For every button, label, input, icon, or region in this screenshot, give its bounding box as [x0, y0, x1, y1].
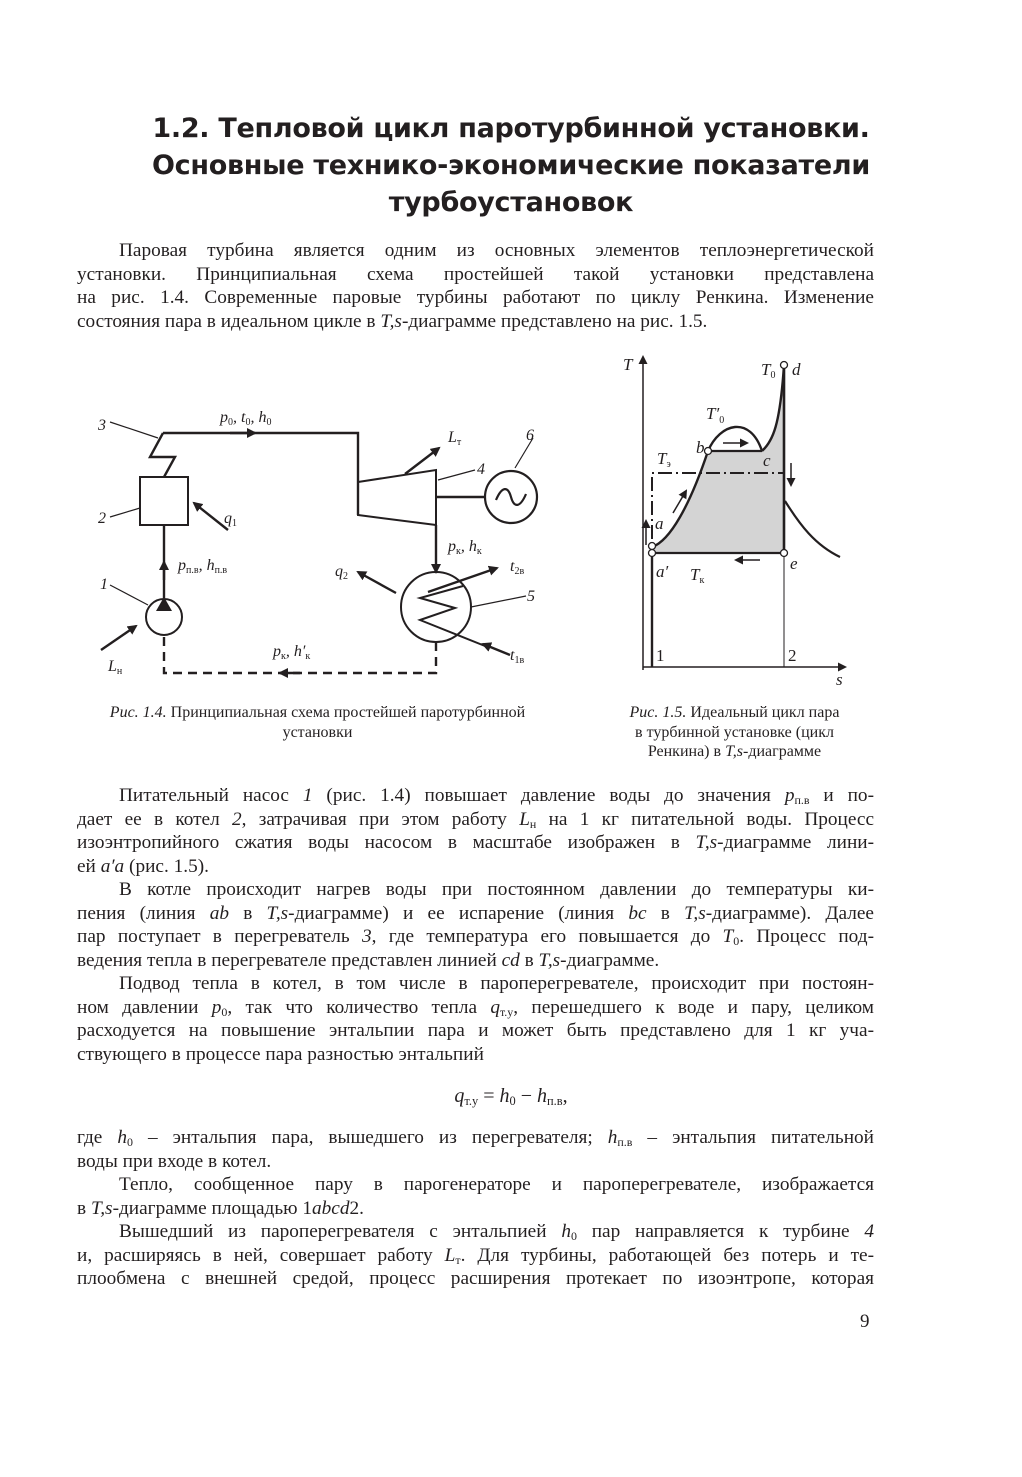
point-a-prime	[649, 550, 656, 557]
label-4: 4	[477, 461, 485, 478]
intro-paragraph	[77, 239, 874, 333]
paragraph-where: где $h_0$ – энтальпия пара, вышедшего из перегревателя; $h_{п.в}$ – энтальпия питательной воды при входе в котел.	[77, 1127, 875, 1172]
heading-line-1: 1.2. Тепловой цикл паротурбинной установки.	[152, 113, 870, 144]
paragraph-boiler: В котле происходит нагрев воды при постоянном давлении до температуры ки- пения (линия ab в T,s-диаграмме) и ее испарение (линия bc в T,s-диаграмме). Далее пар поступает в перегреватель 3, где температура его повышается до $T_0$. Процесс под- ведения тепла в перегревателе представлен линией cd в T,s-диаграмме.	[77, 879, 874, 971]
leader-5	[471, 596, 526, 607]
label-Te: Tэ	[657, 449, 671, 470]
label-s-axis: s	[836, 670, 843, 689]
condenser-circle	[401, 572, 471, 642]
leader-1	[110, 585, 148, 605]
paragraph-heat-area: Тепло, сообщенное пару в парогенераторе и пароперегревателе, изображается в T,s-диаграмме площадью 1abcd2.	[77, 1174, 874, 1219]
label-a: a	[655, 514, 664, 533]
leader-4	[438, 470, 475, 480]
figure-1-5-caption: Рис. 1.5. Идеальный цикл пара в турбинной установке (цикл Ренкина) в T,s-диаграмме	[629, 704, 840, 760]
heat-rejection-arrow-icon	[358, 572, 396, 593]
intro-line: состояния пара в идеальном цикле в T,s-диаграмме представлено на рис. 1.5.	[77, 310, 708, 332]
label-p-pv-h-pv: pп.в, hп.в	[178, 557, 228, 576]
page-number: 9	[860, 1311, 870, 1332]
figure-1-4-schematic	[90, 390, 550, 690]
heading-line-3: турбоустановок	[388, 187, 634, 218]
label-Ln: Lн	[108, 658, 123, 677]
point-e	[781, 550, 788, 557]
condenser-coil	[420, 586, 490, 648]
point-b	[705, 448, 712, 455]
label-d: d	[792, 360, 801, 379]
leader-3	[110, 422, 158, 438]
pump-work-arrow-icon	[101, 626, 136, 650]
label-T0: T0	[761, 360, 776, 381]
saturation-dome	[708, 427, 762, 451]
label-T-axis: T	[623, 355, 633, 374]
label-Tk: Tк	[690, 565, 705, 586]
superheater-coil	[150, 433, 175, 477]
boiler-box	[140, 477, 188, 525]
label-p0-t0-h0: p0, t0, h0	[220, 409, 272, 428]
label-pk-hk-prime: pк, h′к	[273, 643, 311, 662]
leader-2	[110, 508, 140, 517]
label-t1v: t1в	[510, 647, 525, 666]
figure-1-5-ts-diagram	[610, 345, 860, 690]
label-2: 2	[98, 510, 106, 527]
point-d	[781, 362, 788, 369]
label-t2v: t2в	[510, 558, 525, 577]
paragraph-heat-supply: Подвод тепла в котел, в том числе в пароперегревателе, происходит при постоян- ном давлении $p_0$, так что количество тепла $q_{т.у}$, перешедшего к воде и пару, целиком расходуется на повышение энтальпии пара и может быть представлено для 1 кг уча- ствующего в процессе пара разностью энтальпий	[77, 973, 874, 1065]
label-Lt: Lт	[448, 429, 462, 448]
paragraph-turbine: Вышедший из пароперегревателя с энтальпией $h_0$ пар направляется к турбине 4 и, расширяясь в ней, совершает работу $L_т$. Для турбины, работающей без потерь и те- плообмена с внешней средой, процесс расширения протекает по изоэнтропе, которая	[77, 1221, 874, 1290]
heat-input-arrow-icon	[194, 503, 228, 530]
vapor-saturation-curve	[785, 501, 840, 557]
label-q1: q1	[224, 510, 237, 529]
turbine-shape	[358, 470, 436, 525]
label-q2: q2	[335, 563, 348, 582]
ac-generator-icon	[496, 489, 526, 505]
intro-line: на рис. 1.4. Современные паровые турбины работают по циклу Ренкина. Изменение	[77, 287, 874, 309]
point-a	[649, 543, 656, 550]
label-1: 1	[100, 576, 108, 593]
section-heading	[0, 110, 1022, 221]
label-pk-hk: pк, hк	[448, 538, 482, 557]
label-2: 2	[788, 646, 797, 665]
equation-heat-supplied: $q_{т.у} = h_0 - h_{п.в}$,	[454, 1085, 568, 1108]
steam-line	[163, 433, 358, 515]
label-e: e	[790, 554, 798, 573]
label-6: 6	[526, 427, 534, 444]
label-b: b	[696, 438, 705, 457]
label-c: c	[763, 451, 771, 470]
label-T0-prime: $T'_0$	[706, 404, 725, 426]
label-1: 1	[656, 646, 665, 665]
intro-line: Паровая турбина является одним из основных элементов теплоэнергетической	[119, 240, 874, 261]
figure-1-4-caption: Рис. 1.4. Принципиальная схема простейшей паротурбинной установки	[109, 704, 526, 741]
intro-line: установки. Принципиальная схема простейшей такой установки представлена	[77, 263, 874, 285]
cooling-water-in-arrow-icon	[483, 644, 510, 655]
paragraph-pump: Питательный насос 1 (рис. 1.4) повышает давление воды до значения $p_{п.в}$ и по- дает ее в котел 2, затрачивая при этом работу $L_н$ на 1 кг питательной воды. Процесс изоэнтропийного сжатия воды насосом в масштабе изображен в T,s-диаграмме лини- ей a′a (рис. 1.5).	[77, 785, 875, 877]
label-5: 5	[527, 588, 535, 605]
label-3: 3	[98, 417, 106, 434]
heading-line-2: Основные технико-экономические показатели	[152, 150, 870, 181]
label-a-prime: a′	[656, 562, 669, 581]
